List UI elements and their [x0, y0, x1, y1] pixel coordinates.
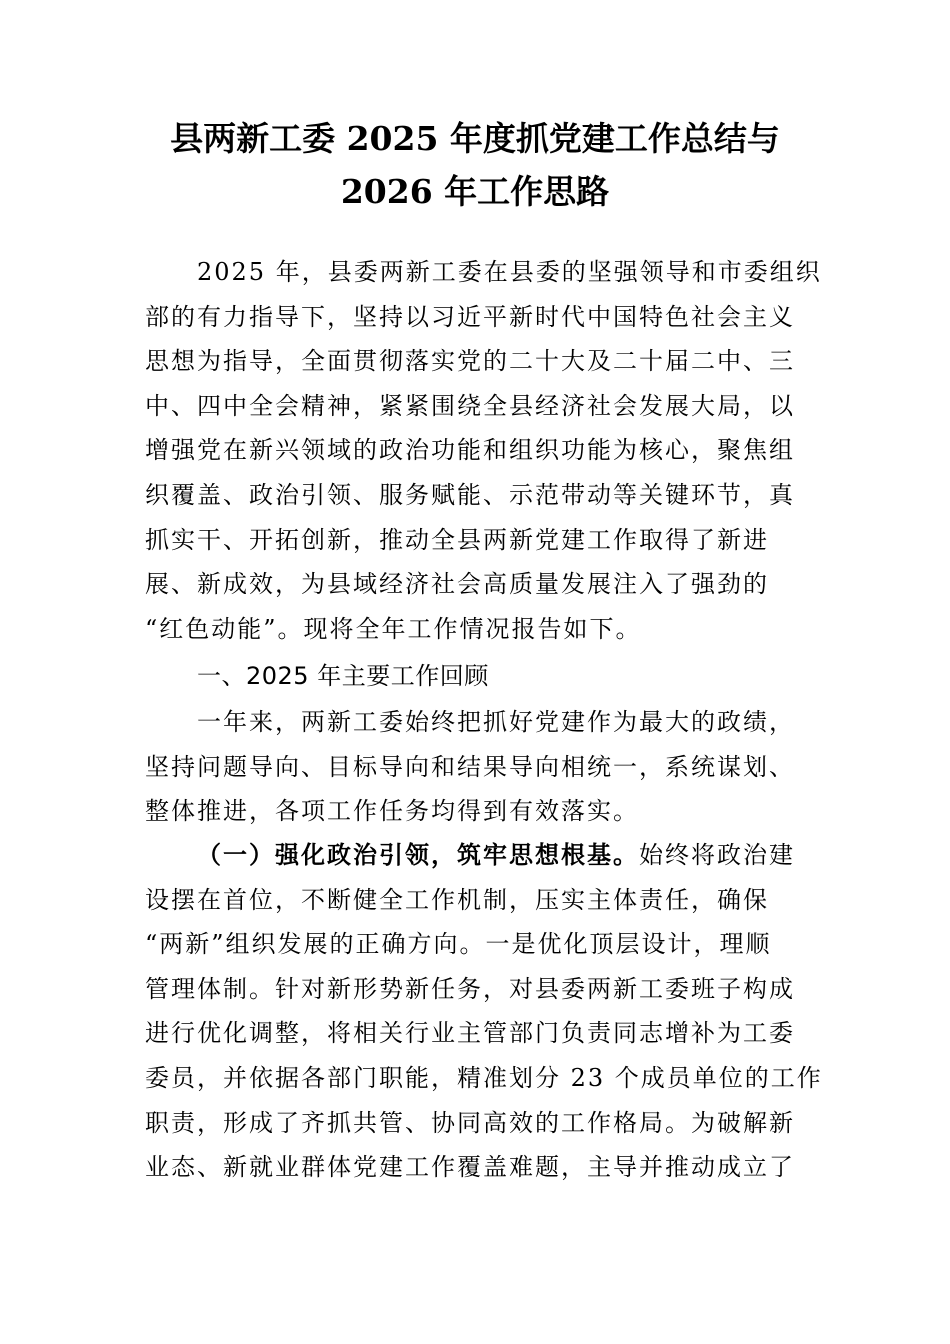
section-heading: 一、2025 年主要工作回顾: [197, 662, 489, 690]
paragraph-line: 业态、新就业群体党建工作覆盖难题，主导并推动成立了: [145, 1153, 795, 1182]
document-title: [100, 112, 850, 218]
section1-paragraph: [145, 700, 807, 834]
paragraph-line: 中、四中全会精神，紧紧围绕全县经济社会发展大局，以: [145, 391, 795, 420]
paragraph-line: 整体推进，各项工作任务均得到有效落实。: [145, 797, 639, 826]
paragraph-line: [145, 833, 807, 878]
title-line: 县两新工委 2025 年度抓党建工作总结与: [170, 119, 780, 158]
paragraph-line: “红色动能”。现将全年工作情况报告如下。: [145, 614, 642, 643]
paragraph-line: 设摆在首位，不断健全工作机制，压实主体责任，确保: [145, 885, 769, 914]
paragraph-line: 部的有力指导下，坚持以习近平新时代中国特色社会主义: [145, 302, 795, 331]
intro-paragraph: [145, 250, 822, 651]
paragraph-line: 增强党在新兴领域的政治功能和组织功能为核心，聚焦组: [145, 436, 795, 465]
paragraph-line: 2025 年，县委两新工委在县委的坚强领导和市委组织: [197, 258, 822, 286]
paragraph-line: 思想为指导，全面贯彻落实党的二十大及二十届二中、三: [145, 347, 795, 376]
paragraph-line: 织覆盖、政治引领、服务赋能、示范带动等关键环节，真: [145, 480, 795, 509]
paragraph-line: 坚持问题导向、目标导向和结果导向相统一，系统谋划、: [145, 752, 795, 781]
subsection-lead: （一）强化政治引领，筑牢思想根基。: [197, 840, 639, 869]
paragraph-line: 职责，形成了齐抓共管、协同高效的工作格局。为破解新: [145, 1108, 795, 1137]
paragraph-line: 管理体制。针对新形势新任务，对县委两新工委班子构成: [145, 974, 795, 1003]
paragraph-line: 抓实干、开拓创新，推动全县两新党建工作取得了新进: [145, 525, 769, 554]
title-line: 2026 年工作思路: [340, 172, 610, 211]
paragraph-line: 委员，并依据各部门职能，精准划分 23 个成员单位的工作: [145, 1063, 823, 1092]
paragraph-line: 进行优化调整，将相关行业主管部门负责同志增补为工委: [145, 1019, 795, 1048]
paragraph-line: 展、新成效，为县域经济社会高质量发展注入了强劲的: [145, 570, 769, 599]
paragraph-line: 一年来，两新工委始终把抓好党建作为最大的政绩，: [197, 708, 795, 736]
paragraph-line: “两新”组织发展的正确方向。一是优化顶层设计，理顺: [145, 930, 772, 959]
subsection1-paragraph: [145, 833, 823, 1190]
paragraph-text: 始终将政治建: [639, 841, 795, 869]
